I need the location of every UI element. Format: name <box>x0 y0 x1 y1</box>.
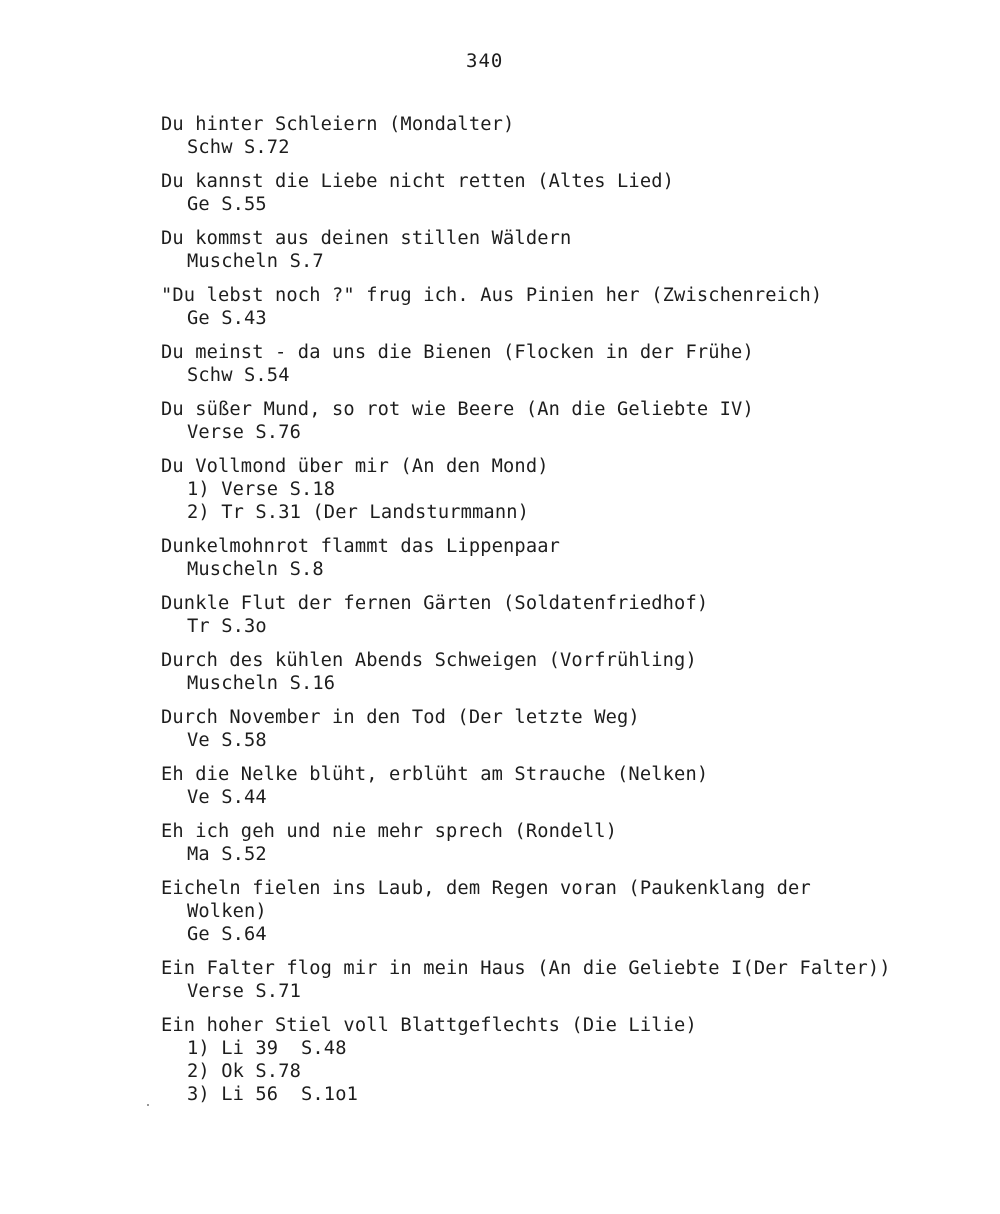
page-number: 340 <box>466 50 504 72</box>
entry-title-continuation: Wolken) <box>187 901 267 922</box>
index-entry <box>161 113 981 159</box>
entry-title: Du süßer Mund, so rot wie Beere (An die Geliebte IV) <box>161 399 754 420</box>
entry-reference: Schw S.72 <box>187 137 290 158</box>
entry-title: Eicheln fielen ins Laub, dem Regen voran (Paukenklang der <box>161 878 811 899</box>
entry-title: Dunkle Flut der fernen Gärten (Soldatenfriedhof) <box>161 593 709 614</box>
entry-title: Du Vollmond über mir (An den Mond) <box>161 456 549 477</box>
entry-reference: Muscheln S.16 <box>187 673 336 694</box>
entry-reference: Verse S.71 <box>187 981 302 1002</box>
entry-title: Du kommst aus deinen stillen Wäldern <box>161 228 572 249</box>
entry-title: Du meinst - da uns die Bienen (Flocken in der Frühe) <box>161 342 754 363</box>
index-entries <box>161 113 981 1117</box>
index-entry <box>161 1014 981 1106</box>
index-entry <box>161 877 981 946</box>
index-entry <box>161 592 981 638</box>
entry-title: Ein hoher Stiel voll Blattgeflechts (Die Lilie) <box>161 1015 697 1036</box>
entry-title: Ein Falter flog mir in mein Haus (An die Geliebte I(Der Falter)) <box>161 958 891 979</box>
index-entry <box>161 284 981 330</box>
entry-reference: 2) Ok S.78 <box>187 1061 302 1082</box>
entry-title: Du hinter Schleiern (Mondalter) <box>161 114 515 135</box>
entry-title: Durch November in den Tod (Der letzte Weg) <box>161 707 640 728</box>
index-entry <box>161 535 981 581</box>
entry-reference: Ge S.55 <box>187 194 267 215</box>
index-entry <box>161 398 981 444</box>
index-entry <box>161 820 981 866</box>
index-entry <box>161 649 981 695</box>
entry-reference: 3) Li 56 S.1o1 <box>187 1084 359 1105</box>
entry-reference: 1) Li 39 S.48 <box>187 1038 347 1059</box>
entry-reference: Ge S.64 <box>187 924 267 945</box>
index-entry <box>161 170 981 216</box>
paper-speck <box>147 1104 149 1106</box>
entry-title: Dunkelmohnrot flammt das Lippenpaar <box>161 536 561 557</box>
entry-title: Eh ich geh und nie mehr sprech (Rondell) <box>161 821 618 842</box>
entry-reference: Verse S.76 <box>187 422 302 443</box>
index-entry <box>161 706 981 752</box>
entry-reference: Schw S.54 <box>187 365 290 386</box>
index-entry <box>161 341 981 387</box>
entry-title: Eh die Nelke blüht, erblüht am Strauche (Nelken) <box>161 764 709 785</box>
index-entry <box>161 455 981 524</box>
entry-reference: Tr S.3o <box>187 616 267 637</box>
entry-reference: Muscheln S.8 <box>187 559 324 580</box>
entry-reference: Ve S.44 <box>187 787 267 808</box>
entry-reference: Ge S.43 <box>187 308 267 329</box>
index-entry <box>161 763 981 809</box>
index-entry <box>161 957 981 1003</box>
entry-reference: 1) Verse S.18 <box>187 479 336 500</box>
entry-title: Durch des kühlen Abends Schweigen (Vorfrühling) <box>161 650 697 671</box>
entry-title: Du kannst die Liebe nicht retten (Altes Lied) <box>161 171 675 192</box>
entry-reference: Ve S.58 <box>187 730 267 751</box>
entry-reference: Muscheln S.7 <box>187 251 324 272</box>
entry-title: "Du lebst noch ?" frug ich. Aus Pinien her (Zwischenreich) <box>161 285 823 306</box>
entry-reference: Ma S.52 <box>187 844 267 865</box>
index-entry <box>161 227 981 273</box>
entry-reference: 2) Tr S.31 (Der Landsturmmann) <box>187 502 530 523</box>
